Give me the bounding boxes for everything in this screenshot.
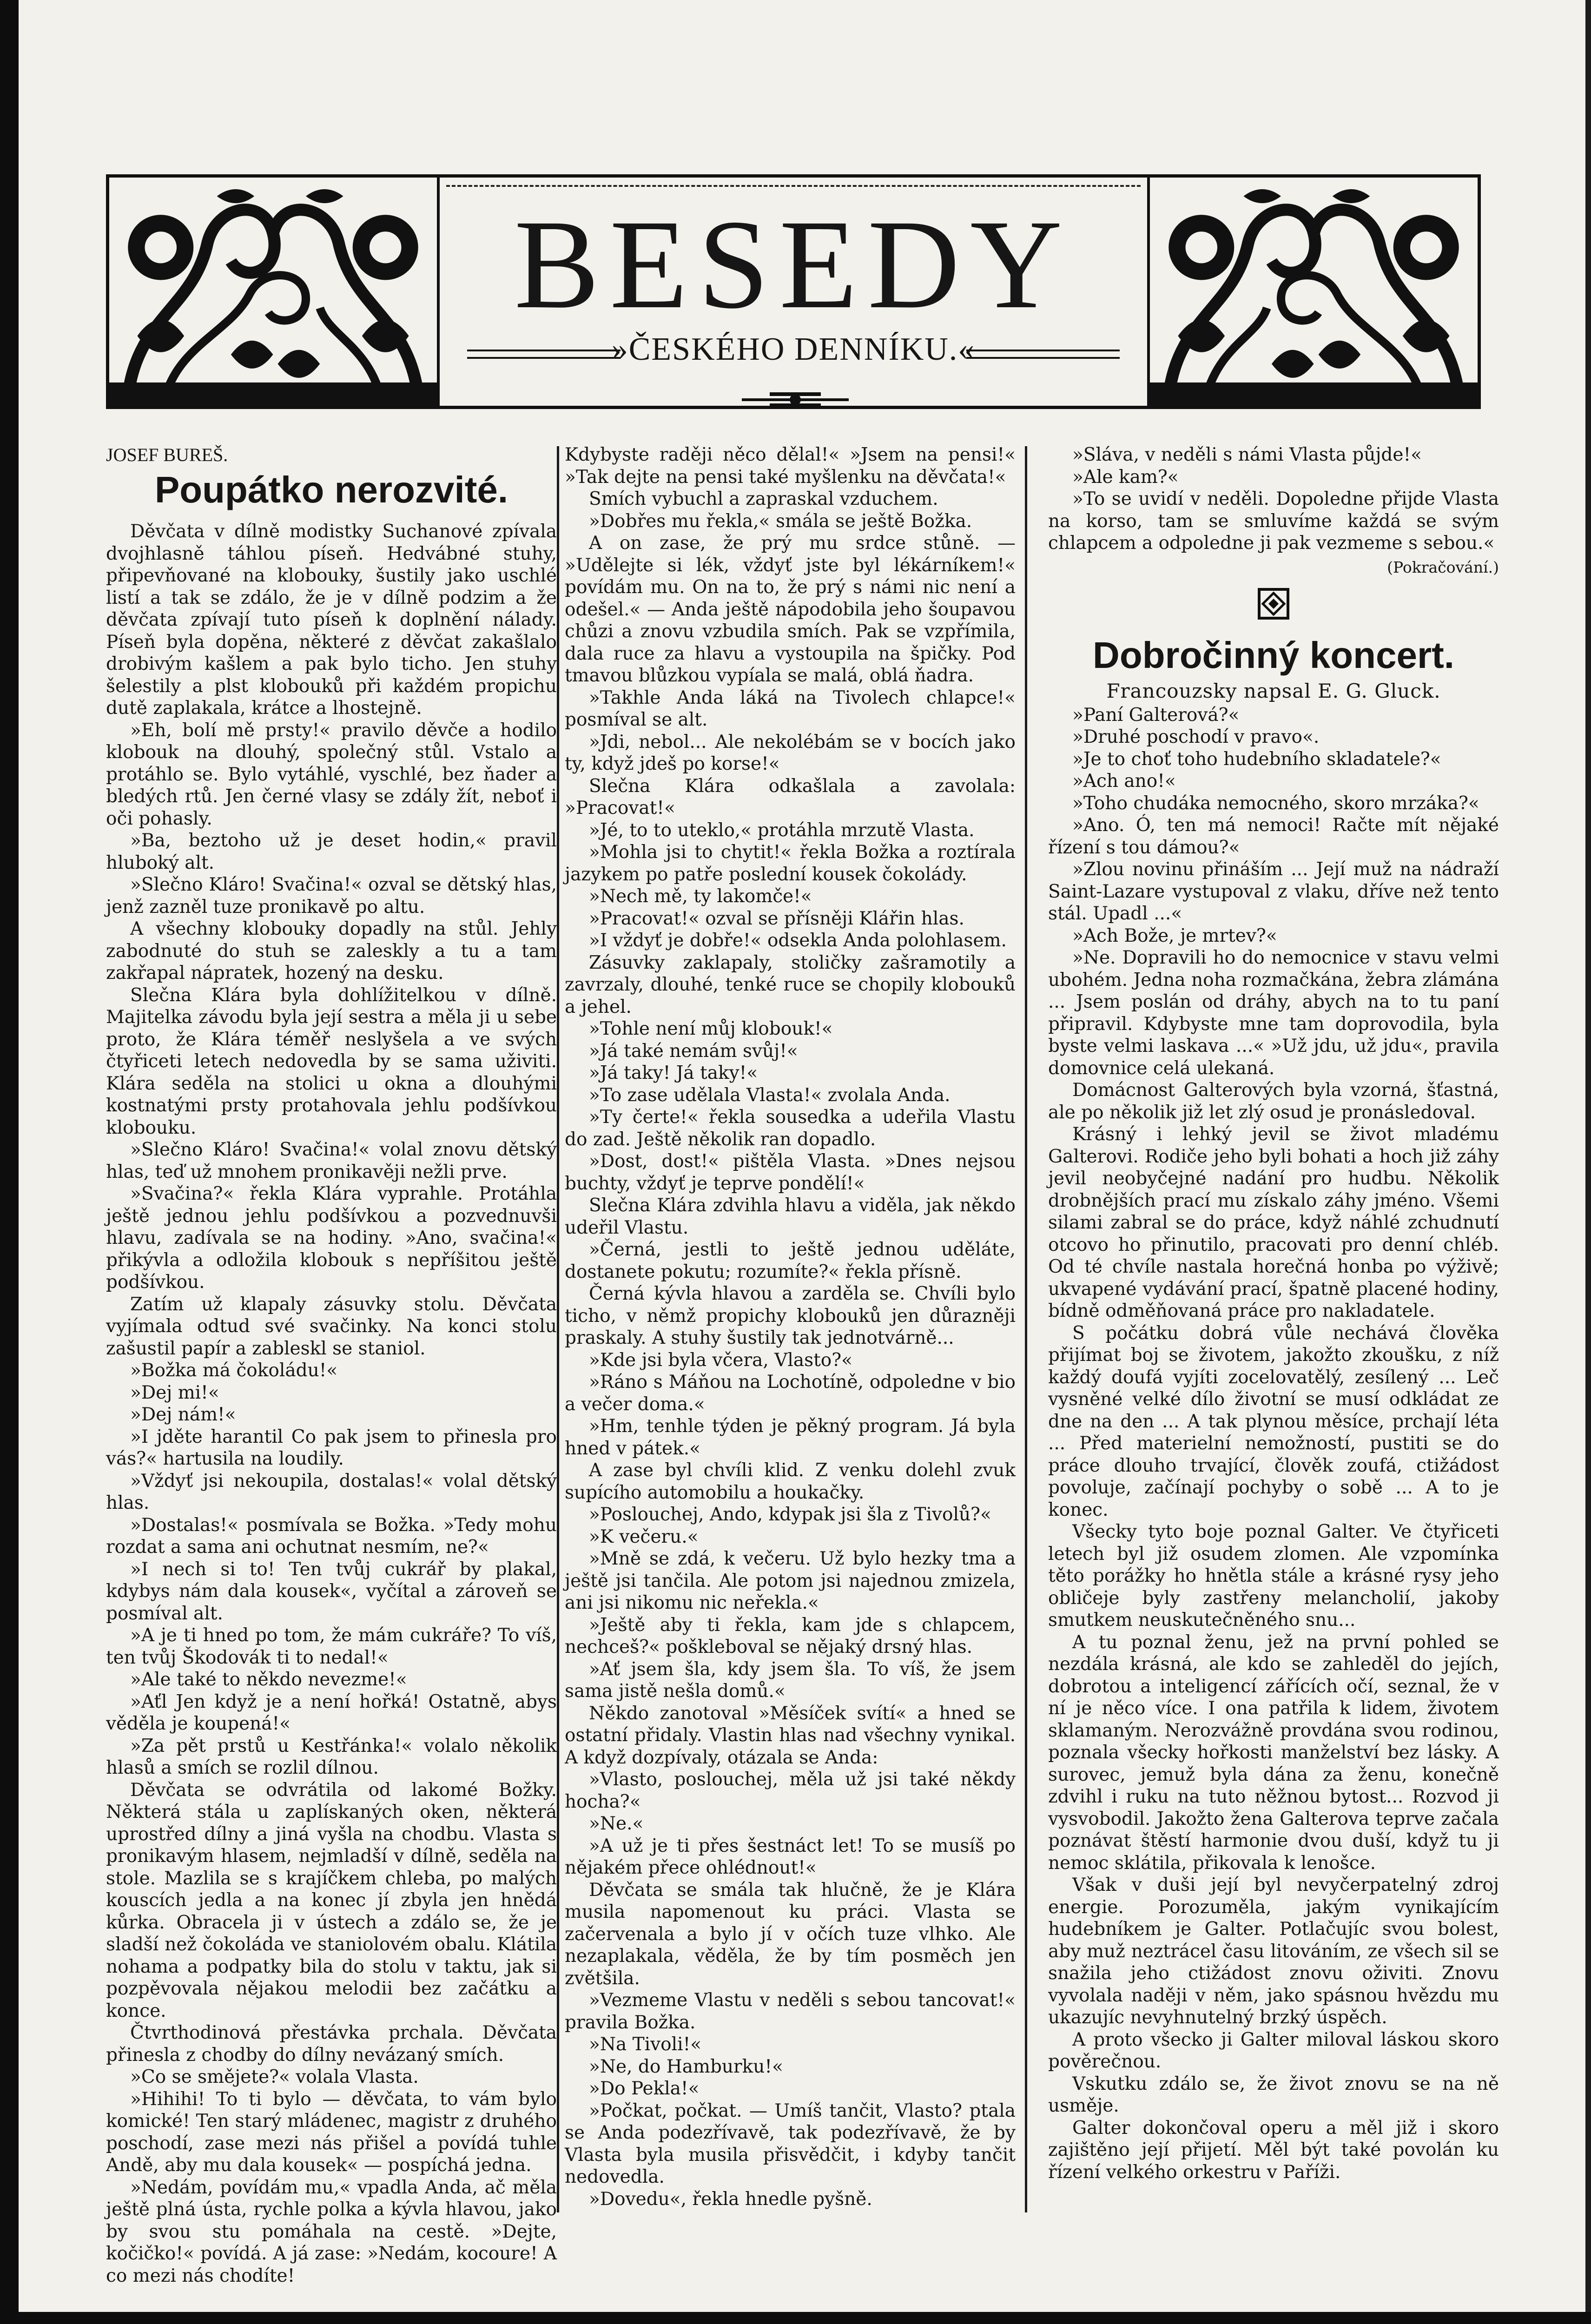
story1-paragraph: Slečna Klára zdvihla hlavu a viděla, jak někdo udeřil Vlastu. [565,1195,1016,1238]
story2-paragraph: »Ne. Dopravili ho do nemocnice v stavu velmi ubohém. Jedna noha rozmačkána, žebra zlámána ... Jsem poslán od dráhy, abych na to tu paní připravil. Kdybyste mne tam doprovodila, byla byste velmi laskava ...« »Už jdu, už jdu«, pravila domovnice celá ulekaná. [1048,947,1499,1079]
story2-paragraph: »Ano. Ó, ten má nemoci! Račte mít nějaké řízení s tou dámou?« [1048,815,1499,858]
story1-paragraph: »Na Tivoli!« [589,2034,702,2055]
story1-paragraph: »Ty čerte!« řekla sousedka a udeřila Vlastu do zad. Ještě několik ran dopadlo. [565,1107,1016,1150]
column-rule-2 [1025,446,1027,2212]
masthead-flourish [742,390,849,409]
masthead-rule-right [966,350,1120,359]
story2-paragraph: »Ach Bože, je mrtev?« [1072,925,1277,946]
story1-paragraph: »Tohle není můj klobouk!« [589,1018,833,1039]
story2-paragraph: »Druhé poschodí v pravo«. [1072,726,1320,747]
story1-paragraph: »Dostalas!« posmívala se Božka. »Tedy mohu rozdat a sama ani ochutnat nesmím, ne?« [106,1514,557,1558]
story1-paragraph: Slečna Klára byla dohlížitelkou v dílně. Majitelka závodu byla její sestra a měla ji u sebe proto, že Klára téměř neslyšela a ve svých čtyřiceti letech nedovedla by se sama uživiti. Klára seděla na stolici u okna a dlouhými kostnatými prsty protahovala jehlu podšívkou klobouku. [106,984,557,1138]
story2-paragraph: Všecky tyto boje poznal Galter. Ve čtyřiceti letech byl již osudem zlomen. Ale vzpomínka těto porážky ho hnětla stále a krásné rysy jeho obličeje byly zastřeny melancholií, jakoby smutkem neuskutečněného snu... [1048,1521,1499,1631]
scan-edge-left [0,0,19,2324]
story1-paragraph: »Aťl Jen když je a není hořká! Ostatně, abys věděla je koupená!« [106,1691,557,1734]
story1-paragraph: »To zase udělala Vlasta!« zvolala Anda. [589,1084,951,1106]
story1-paragraph: Slečna Klára odkašlala a zavolala: »Pracovat!« [565,775,1016,819]
masthead-title: BESEDY [514,194,1073,335]
column-1 [106,444,557,2287]
masthead-subtitle: »ČESKÉHO DENNÍKU.« [611,331,976,367]
story1-paragraph: »Božka má čokoládu!« [130,1360,338,1381]
story1-paragraph: »Kde jsi byla včera, Vlasto?« [589,1349,853,1371]
story2-title: Dobročinný koncert. [1093,634,1454,676]
story1-paragraph: Zatím už klapaly zásuvky stolu. Děvčata vyjímala odtud své svačinky. Na konci stolu zašustil papír a zableskl se staniol. [106,1294,557,1359]
story1-paragraph: Děvčata se smála tak hlučně, že je Klára musila napomenout ku práci. Vlasta se začervenala a bylo jí v očích tuze vlhko. Ale nezaplakala, věděla, že by tím posměch jen zvětšila. [565,1879,1016,1989]
story2-paragraph: »Ach ano!« [1072,771,1176,792]
masthead-ornament-right [1147,178,1478,406]
scan-edge-right [1585,0,1591,2324]
story1-paragraph: A on zase, že prý mu srdce stůně. — »Udělejte si lék, vždyť jste byl lékárníkem!« povídám mu. On na to, že prý s námi nic není a odešel.« — Anda ještě nápodobila jeho šoupavou chůzi a znovu vzbudila smích. Pak se vzpřímila, dala ruce za hlavu a vystoupila na špičky. Pod tmavou blůzkou vypíala se malá, oblá ňadra. [565,533,1016,686]
story1-paragraph: »Hm, tenhle týden je pěkný program. Já byla hned v pátek.« [565,1416,1016,1459]
story1-paragraph: »Vezmeme Vlastu v neděli s sebou tancovat!« pravila Božka. [565,1990,1016,2033]
story1-paragraph: »Počkat, počkat. — Umíš tančit, Vlasto? ptala se Anda podezřívavě, tak podezřívavě, že by Vlasta byla musila přisvědčit, i kdyby tančit nedovedla. [565,2100,1016,2187]
story2-paragraph: »Paní Galterová?« [1072,704,1240,726]
story1-paragraph: »Ba, beztoho už je deset hodin,« pravil hluboký alt. [106,830,557,873]
story1-paragraph: Smích vybuchl a zapraskal vzduchem. [589,489,938,509]
story2-subtitle: Francouzsky napsal E. G. Gluck. [1106,679,1441,702]
story1-paragraph: »Eh, bolí mě prsty!« pravilo děvče a hodilo klobouk na dlouhý, společný stůl. Vstalo a protáhlo se. Bylo vytáhlé, vyschlé, bez ňader a bledých rtů. Jen černé vlasy se zdály žít, neboť i oči pohasly. [106,720,557,829]
masthead-ornament-left [109,178,440,406]
story1-paragraph: »A už je ti přes šestnáct let! To se musíš po nějakém přece ohlédnout!« [565,1835,1016,1878]
story1-paragraph: »Mohla jsi to chytit!« řekla Božka a roztírala jazykem po patře poslední kousek čokolády. [565,842,1016,885]
story1-paragraph: »A je ti hned po tom, že mám cukráře? To víš, ten tvůj Škodovák ti to nedal!« [106,1625,557,1668]
scan-edge-bottom [0,2312,1591,2324]
story1-paragraph: Zásuvky zaklapaly, stoličky zašramotily a zavrzaly, dlouhé, tenké ruce se chopily klobouků a jehel. [565,952,1016,1017]
story1-paragraph: Kdybyste raději něco dělal!« »Jsem na pensi!« »Tak dejte na pensi také myšlenku na děvčata!« [565,444,1016,488]
story2-paragraph: Galter dokončoval operu a měl již i skoro zajištěno její přijetí. Měl být také povolán ku řízení velkého orkestru v Paříži. [1048,2117,1499,2183]
story1-paragraph: »Slečno Kláro! Svačina!« volal znovu dětský hlas, teď už mnohem pronikavěji nežli prve. [106,1139,557,1182]
story1-paragraph: »Já taky! Já taky!« [589,1063,758,1083]
story2-paragraph: Krásný i lehký jevil se život mladému Galterovi. Rodiče jeho byli bohati a hoch již záhy jevil neobyčejné nadání pro hudbu. Několik drobnějších prací mu získalo záhy jméno. Všemi silami zabral se do práce, když náhlé zchudnutí otcovo ho přinutilo, pracovati pro denní chléb. Od té chvíle nastala horečná honba po výživě; ukvapené vydávání prací, špatně placené hodiny, bídně odměňovaná práce pro nakladatele. [1048,1124,1499,1321]
story1-paragraph: »Dobřes mu řekla,« smála se ještě Božka. [589,510,972,532]
story1-paragraph: A zase byl chvíli klid. Z venku dolehl zvuk supícího automobilu a houkačky. [565,1460,1016,1503]
story2-paragraph: S počátku dobrá vůle nechává člověka přijímat boj se životem, jakožto zkoušku, z níž každý doufá vyjíti zocelovatělý, zesílený ... Leč vysněné velké dílo životní se musí odkládat ze dne na den ... A tak plynou měsíce, prchají léta ... Před materielní nemožností, pustiti se do práce dlouho trvající, člověk zoufá, ctižádost povoluje, začínají pochyby o sobě ... A to je konec. [1048,1322,1499,1520]
masthead [106,174,1481,409]
story1-paragraph: »Ať jsem šla, kdy jsem šla. To víš, že jsem sama jistě nešla domů.« [565,1658,1016,1702]
story1-author: JOSEF BUREŠ. [106,444,228,465]
story1-paragraph: »Ráno s Máňou na Lochotíně, odpoledne v bio a večer doma.« [565,1372,1016,1415]
story1-paragraph: Černá kývla hlavou a zardělа se. Chvíli bylo ticho, v němž propichy klobouků jen důrazněji praskaly. A stuhy šustily tak jednotvárně... [565,1283,1016,1348]
story1-paragraph: »Ale kam?« [1072,466,1179,488]
story1-paragraph: »Co se smějete?« volala Vlasta. [130,2067,419,2087]
story1-paragraph: »Dej nám!« [130,1404,236,1425]
continued-note: (Pokračování.) [1387,558,1499,576]
story1-paragraph: »Do Pekla!« [589,2078,700,2099]
story1-paragraph: »Ne.« [589,1813,644,1834]
story1-paragraph: »Jé, to to uteklo,« protáhla mrzutě Vlasta. [589,819,975,841]
column-3 [1048,444,1499,2183]
story1-paragraph: »Hihihi! To ti bylo — děvčata, to vám bylo komické! Ten starý mládenec, magistr z druhého poschodí, zase mezi nás přišel a povídá tuhle Andě, aby mu dala kousek« — pospíchá jedna. [106,2088,557,2176]
column-2 [565,444,1016,2210]
story1-paragraph: »Já také nemám svůj!« [589,1040,798,1062]
story1-paragraph: »Dost, dost!« pištěla Vlasta. »Dnes nejsou buchty, vždyť je teprve pondělí!« [565,1151,1016,1194]
story1-paragraph: »Pracovat!« ozval se přísněji Klářin hlas. [589,908,964,929]
story1-paragraph: »Mně se zdá, k večeru. Už bylo hezky tma a ještě jsi tančila. Ale potom jsi najednou zmizela, ani jsi nikomu nic neřekla.« [565,1548,1016,1613]
column-rule-1 [557,446,559,2212]
story1-paragraph: »Sláva, v neděli s námi Vlasta půjde!« [1072,444,1422,465]
story1-paragraph: »I vždyť je dobře!« odsekla Anda polohlasem. [589,930,1007,951]
story1-paragraph: »Nedám, povídám mu,« vpadla Anda, ač měla ještě plná ústa, rychle polka a kývla hlavou, jako by svou stu pomáhala na cestě. »Dejte, kočičko!« povídá. A já zase: »Nedám, kocoure! A co mezi nás chodíte! [106,2177,557,2286]
story1-paragraph: »K večeru.« [589,1526,699,1547]
story1-paragraph: »Jdi, nebol... Ale nekolébám se v bocích jako ty, když jdeš po korse!« [565,731,1016,774]
story1-paragraph: »Dej mi!« [130,1382,219,1403]
story1-paragraph: »Vždyť jsi nekoupila, dostalas!« volal dětský hlas. [106,1470,557,1513]
story1-title: Poupátko nerozvité. [154,469,508,510]
story1-paragraph: A všechny klobouky dopadly na stůl. Jehly zabodnuté do stuh se zaleskly a tu a tam zakřapal nápratek, hozený na desku. [106,918,557,984]
story1-paragraph: »Slečno Kláro! Svačina!« ozval se dětský hlas, jenž zazněl tuze pronikavě po altu. [106,874,557,918]
story1-paragraph: »Dovedu«, řekla hnedle pyšně. [589,2188,872,2210]
story1-paragraph: »I jděte harantil Co pak jsem to přinesla pro vás?« hartusila na loudily. [106,1426,557,1469]
story1-paragraph: »Nech mě, ty lakomče!« [589,886,812,907]
story1-paragraph: »Vlasto, poslouchej, měla už jsi také někdy hocha?« [565,1769,1016,1812]
story2-paragraph: Domácnost Galterových byla vzorná, šťastná, ale po několik již let zlý osud je pronásledoval. [1048,1080,1499,1123]
story2-paragraph: »Zlou novinu přináším ... Její muž na nádraží Saint-Lazare vystupoval z vlaku, dříve než tento stál. Upadl ...« [1048,859,1499,924]
story2-paragraph: Vskutku zdálo se, že život znovu se na ně usměje. [1048,2073,1499,2116]
story2-paragraph: Však v duši její byl nevyčerpatelný zdroj energie. Porozuměla, jakým vynikajícím hudebníkem je Galter. Potlačujíc svou bolest, aby muž neztrácel času litováním, ze všech sil se snažila jeho ctižádost znovu oživiti. Znovu vyvolala naději v něm, jako spásnou hvězdu mu ukazujíc nevyhnutelný brzký úspěch. [1048,1875,1499,2028]
story1-paragraph: Děvčata v dílně modistky Suchanové zpívala dvojhlasně táhlou píseň. Hedvábné stuhy, připevňované na klobouky, šustily jako uschlé listí a tak se zdálo, že je v dílně podzim a že děvčata zpívají tuto píseň k doplnění nálady. Píseň byla dopěna, některé z děvčat zakašlalo drobivým kašlem a pak bylo ticho. Jen stuhy šelestily a plst klobouků při každém propichu dutě zaplakala, krátce a lhostejně. [106,521,557,719]
story1-paragraph: »Ale také to někdo nevezme!« [130,1669,407,1690]
story2-paragraph: »Je to choť toho hudebního skladatele?« [1072,748,1441,770]
story1-paragraph: »I nech si to! Ten tvůj cukrář by plakal, kdybys nám dala kousek«, vyčítal a zároveň se posmíval alt. [106,1558,557,1624]
story1-paragraph: Čtvrthodinová přestávka prchala. Děvčata přinesla z chodby do dílny nevázaný smích. [106,2022,557,2066]
story1-paragraph: »Svačina?« řekla Klára vyprahle. Protáhla ještě jednou jehlu podšívkou a pozvednuvši hlavu, zadívala se na hodiny. »Ano, svačina!« přikývla a odložila klobouk s nepříšitou ještě podšívkou. [106,1183,557,1293]
story1-paragraph: »Ještě aby ti řekla, kam jde s chlapcem, nechceš?« poškleboval se nějaký drsný hlas. [565,1614,1016,1657]
story1-paragraph: »Černá, jestli to ještě jednou uděláte, dostanete pokutu; rozumíte?« řekla přísně. [565,1239,1016,1282]
section-separator-icon [1048,588,1499,622]
story1-paragraph: »Ne, do Hamburku!« [589,2056,783,2077]
story1-paragraph: »Poslouchej, Ando, kdypak jsi šla z Tivolů?« [589,1504,991,1525]
story1-paragraph: »Takhle Anda láká na Tivolech chlapce!« posmíval se alt. [565,687,1016,730]
story2-paragraph: A tu poznal ženu, jež na první pohled se nezdála krásná, ale kdo se zahleděl do jejích, dobrotou a inteligencí zářících očí, seznal, že v ní je něco více. I ona patřila k lidem, životem sklamaným. Nerozvážně provdána svou rodinou, poznala všecky hořkosti manželství bez lásky. A surovec, jemuž byla dána za ženu, konečně zdvihl i ruku na tuto něžnou bytost... Rozvod ji vysvobodil. Jakožto žena Galterova teprve začala poznávat štěstí harmonie dvou duší, když tu ji nemoc sklátila, přikovala k lenošce. [1048,1631,1499,1874]
story1-paragraph: Někdo zanotoval »Měsíček svítí« a hned se ostatní přidaly. Vlastin hlas nad všechny vynikal. A když dozpívaly, otázala se Anda: [565,1703,1016,1768]
story2-paragraph: A proto všecko ji Galter miloval láskou skoro pověrečnou. [1048,2029,1499,2072]
story1-paragraph: Děvčata se odvrátila od lakomé Božky. Některá stála u zaplískaných oken, některá uprostřed dílny a jiná vyšla na chodbu. Vlasta s pronikavým hlasem, nejmladší v dílně, seděla na stole. Mazlila se s krajíčkem chleba, po malých kouscích jedla a na konec jí zbyla jen hnědá kůrka. Obracela ji v ústech a zdálo se, že je sladší než čokoláda ve staniolovém obalu. Klátila nohama a podpatky bila do stolu v taktu, jak si pozpěvovala nějakou melodii bez začátku a konce. [106,1779,557,2021]
story2-paragraph: »Toho chudáka nemocného, skoro mrzáka?« [1072,792,1479,814]
story1-paragraph: »To se uvidí v neděli. Dopoledne přijde Vlasta na korso, tam se smluvíme každá se svým chlapcem a odpoledne ji pak vezmeme s sebou.« [1048,489,1499,554]
story1-paragraph: »Za pět prstů u Kestřánka!« volalo několik hlasů a smích se rozlil dílnou. [106,1735,557,1778]
masthead-top-rule [446,185,1141,191]
